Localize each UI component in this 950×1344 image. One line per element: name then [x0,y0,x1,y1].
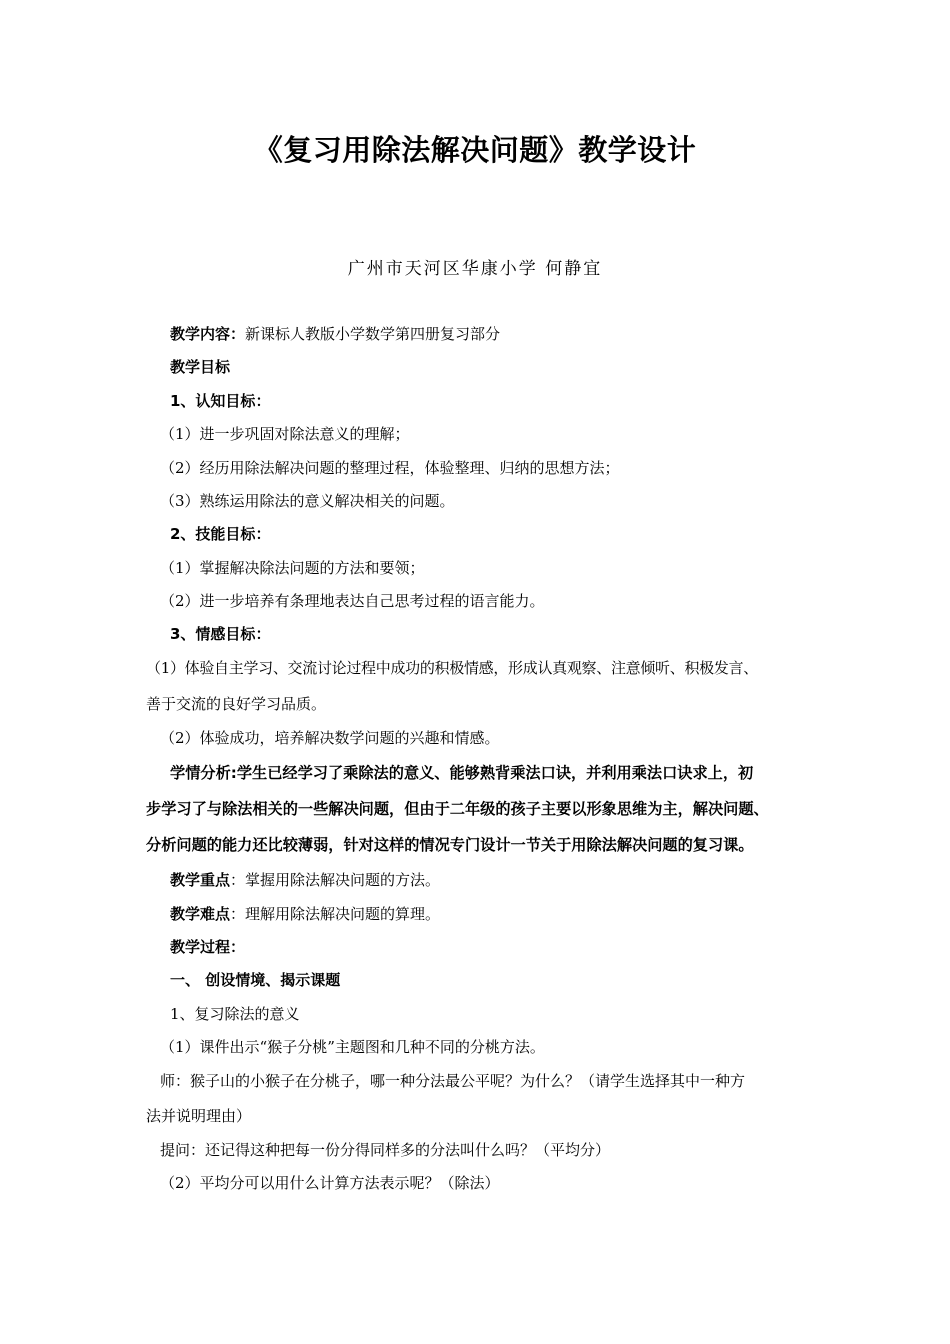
goal3-item1-line2: 善于交流的良好学习品质。 [146,695,327,713]
difficulty-label: 教学难点 [170,905,231,923]
analysis-line1: 学情分析:学生已经学习了乘除法的意义、能够熟背乘法口诀，并利用乘法口诀求上，初 [170,764,754,782]
s1-item1: 1、复习除法的意义 [170,1005,300,1023]
analysis-line3: 分析问题的能力还比较薄弱，针对这样的情况专门设计一节关于用除法解决问题的复习课。 [146,836,754,854]
goal1-item: （2）经历用除法解决问题的整理过程，体验整理、归纳的思想方法； [160,459,620,477]
goal1-item: （3）熟练运用除法的意义解决相关的问题。 [160,492,455,510]
goals-heading: 教学目标 [170,358,231,376]
key-point-text: ：掌握用除法解决问题的方法。 [230,871,441,889]
difficulty [170,904,440,924]
key-point [170,870,440,890]
goal2-item: （2）进一步培养有条理地表达自己思考过程的语言能力。 [160,592,545,610]
teaching-content [170,324,500,344]
goal2-heading: 2、技能目标： [170,525,271,543]
goal2-item: （1）掌握解决除法问题的方法和要领； [160,559,425,577]
process-heading: 教学过程： [170,938,246,956]
s1-teacher-line2: 法并说明理由） [146,1107,252,1125]
goal3-heading: 3、情感目标： [170,625,271,643]
section1-heading: 一、 创设情境、揭示课题 [170,971,341,989]
s1-teacher-line1: 师：猴子山的小猴子在分桃子，哪一种分法最公平呢？为什么？（请学生选择其中一种方 [160,1072,746,1090]
page-title: 《复习用除法解决问题》教学设计 [253,133,697,167]
s1-item2: （1）课件出示“猴子分桃”主题图和几种不同的分桃方法。 [160,1038,545,1056]
difficulty-text: ：理解用除法解决问题的算理。 [230,905,441,923]
teaching-content-text: 新课标人教版小学数学第四册复习部分 [245,325,501,343]
key-point-label: 教学重点 [170,871,231,889]
teaching-content-label: 教学内容： [170,325,246,343]
author-line: 广州市天河区华康小学 何静宜 [347,259,603,279]
goal1-heading: 1、认知目标： [170,392,271,410]
goal1-item: （1）进一步巩固对除法意义的理解； [160,425,410,443]
analysis-line2: 步学习了与除法相关的一些解决问题，但由于二年级的孩子主要以形象思维为主，解决问题、 [146,800,769,818]
s1-item3: （2）平均分可以用什么计算方法表示呢？（除法） [160,1174,500,1192]
goal3-item1-line1: （1）体验自主学习、交流讨论过程中成功的积极情感，形成认真观察、注意倾听、积极发言、 [146,659,758,677]
s1-question: 提问：还记得这种把每一份分得同样多的分法叫什么吗？（平均分） [160,1141,611,1159]
goal3-item2: （2）体验成功，培养解决数学问题的兴趣和情感。 [160,729,500,747]
